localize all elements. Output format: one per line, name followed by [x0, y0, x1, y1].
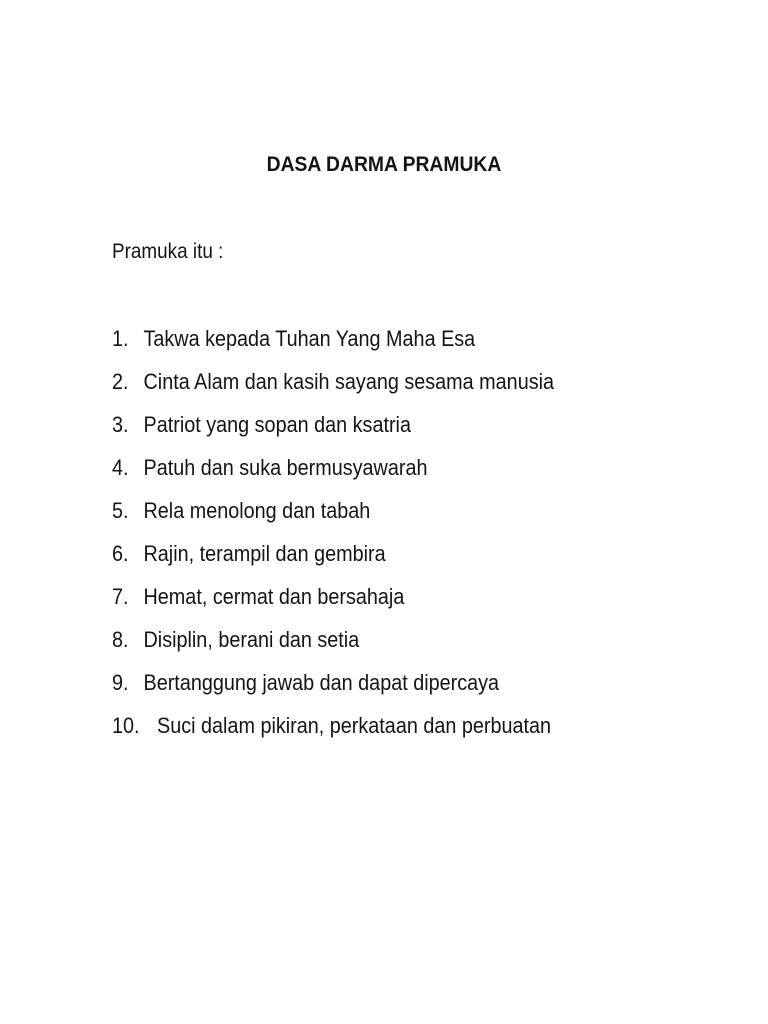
list-item-text: Patriot yang sopan dan ksatria [143, 412, 411, 437]
list-item [112, 537, 554, 580]
list-item-number: 2. [112, 369, 129, 394]
list-item [112, 623, 554, 666]
list-item-number: 6. [112, 541, 129, 566]
list-item-text: Bertanggung jawab dan dapat dipercaya [143, 670, 500, 695]
list-item-number: 9. [112, 670, 129, 695]
list-item [112, 580, 554, 623]
list-item [112, 365, 554, 408]
list-item [112, 666, 554, 709]
list-item-number: 3. [112, 412, 129, 437]
list-item-text: Cinta Alam dan kasih sayang sesama manusia [143, 369, 555, 394]
intro-text: Pramuka itu : [112, 240, 224, 263]
list-item-number: 4. [112, 455, 129, 480]
list-item [112, 451, 554, 494]
list-item-text: Takwa kepada Tuhan Yang Maha Esa [143, 326, 476, 351]
list-item-number: 8. [112, 627, 129, 652]
list-item-text: Disiplin, berani dan setia [143, 627, 360, 652]
list-item-text: Rela menolong dan tabah [143, 498, 371, 523]
page-title-text: DASA DARMA PRAMUKA [266, 153, 502, 176]
list-item [112, 709, 554, 752]
list-item-number: 10. [112, 713, 140, 738]
list-item-number: 7. [112, 584, 129, 609]
list-item [112, 494, 554, 537]
dasa-darma-list [112, 322, 554, 752]
list-item-number: 1. [112, 326, 129, 351]
list-item [112, 322, 554, 365]
page-title [31, 153, 738, 177]
list-item-text: Hemat, cermat dan bersahaja [143, 584, 405, 609]
list-item-text: Rajin, terampil dan gembira [143, 541, 386, 566]
list-item-text: Suci dalam pikiran, perkataan dan perbuatan [157, 713, 552, 738]
list-item-text: Patuh dan suka bermusyawarah [143, 455, 428, 480]
list-item-number: 5. [112, 498, 129, 523]
list-item [112, 408, 554, 451]
